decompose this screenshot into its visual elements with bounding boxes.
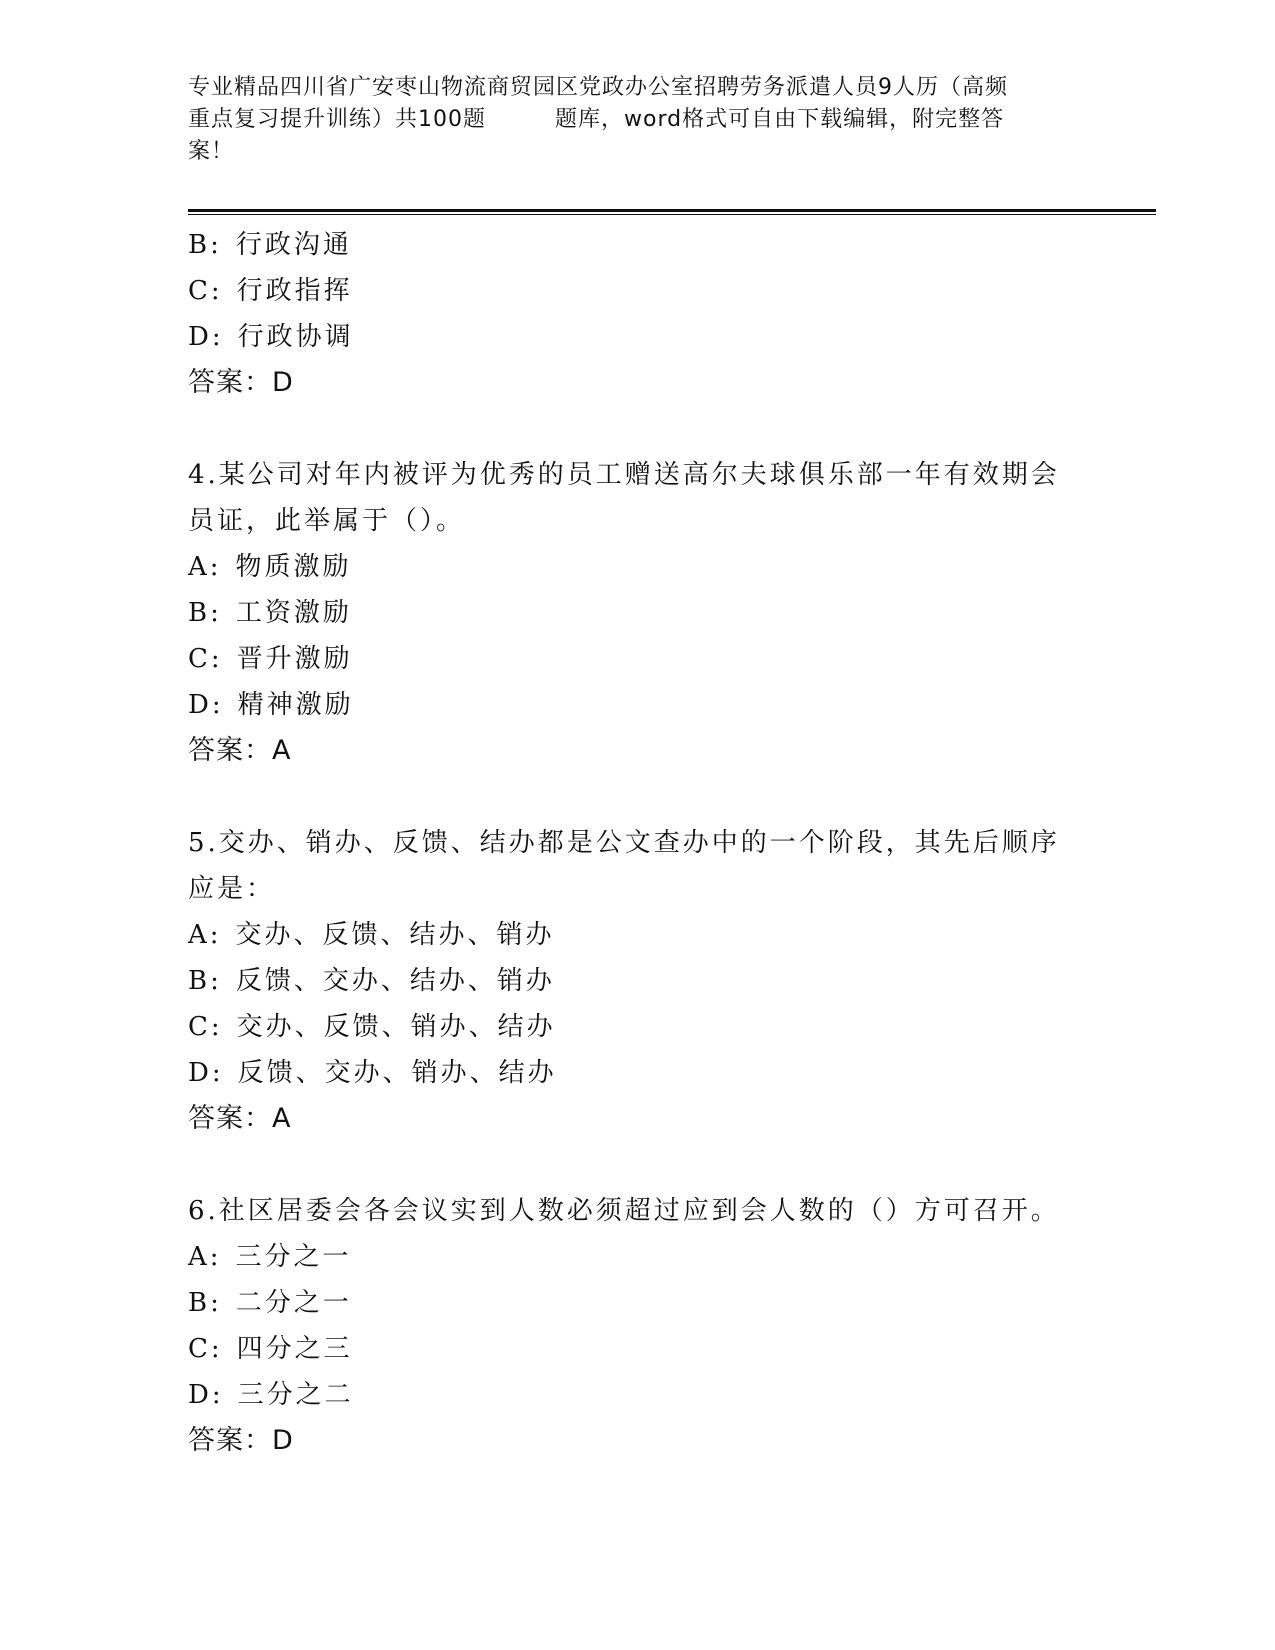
option-c	[188, 1326, 1088, 1372]
option-b	[188, 222, 1088, 268]
option-a	[188, 544, 1088, 590]
option-b	[188, 1280, 1088, 1326]
answer-line: 答案：D	[188, 367, 294, 398]
option-text: 工资激励	[235, 598, 352, 628]
option-b	[188, 590, 1088, 636]
option-letter: C:	[188, 644, 223, 674]
question-6	[188, 1188, 1088, 1464]
header-line: 案！	[188, 139, 235, 164]
header-divider-thick	[188, 209, 1156, 212]
option-letter: B:	[188, 1288, 222, 1318]
header-line: 专业精品四川省广安枣山物流商贸园区党政办公室招聘劳务派遣人员9人历（高频	[188, 75, 1008, 100]
option-letter: D:	[188, 1058, 224, 1088]
spacer	[188, 406, 1088, 452]
question-5	[188, 820, 1088, 1142]
option-letter: B:	[188, 230, 222, 260]
option-d	[188, 1372, 1088, 1418]
option-letter: A:	[188, 552, 222, 582]
option-text: 三分之二	[237, 1380, 354, 1410]
question-4	[188, 452, 1088, 774]
option-letter: B:	[188, 966, 222, 996]
option-text: 四分之三	[236, 1334, 353, 1364]
option-a	[188, 1234, 1088, 1280]
question-text: 应是：	[188, 874, 276, 904]
option-text: 精神激励	[237, 690, 354, 720]
option-text: 晋升激励	[236, 644, 353, 674]
option-a	[188, 912, 1088, 958]
option-text: 三分之一	[235, 1242, 352, 1272]
option-text: 行政沟通	[235, 230, 352, 260]
option-text: 行政指挥	[236, 276, 353, 306]
option-text: 物质激励	[235, 552, 352, 582]
answer-line: 答案：D	[188, 1425, 294, 1456]
option-text: 二分之一	[235, 1288, 352, 1318]
option-letter: D:	[188, 1380, 224, 1410]
option-d	[188, 314, 1088, 360]
question-text: 员证，此举属于（）。	[188, 506, 466, 536]
document-header	[188, 72, 1088, 168]
question-3	[188, 222, 1088, 406]
option-letter: C:	[188, 1012, 223, 1042]
option-c	[188, 636, 1088, 682]
option-text: 交办、反馈、销办、结办	[236, 1012, 556, 1042]
option-c	[188, 1004, 1088, 1050]
question-text: 5.交办、销办、反馈、结办都是公文查办中的一个阶段，其先后顺序	[188, 828, 1060, 858]
option-d	[188, 1050, 1088, 1096]
header-line: 重点复习提升训练）共100题 题库，word格式可自由下载编辑，附完整答	[188, 107, 1005, 132]
option-letter: D:	[188, 690, 224, 720]
option-letter: A:	[188, 920, 222, 950]
option-letter: D:	[188, 322, 224, 352]
spacer	[188, 774, 1088, 820]
question-text: 4.某公司对年内被评为优秀的员工赠送高尔夫球俱乐部一年有效期会	[188, 460, 1060, 490]
header-divider-thin	[188, 214, 1156, 215]
option-letter: C:	[188, 1334, 223, 1364]
spacer	[188, 1142, 1088, 1188]
answer-line: 答案：A	[188, 735, 292, 766]
option-text: 反馈、交办、销办、结办	[237, 1058, 557, 1088]
option-d	[188, 682, 1088, 728]
question-list	[188, 222, 1088, 1464]
option-letter: A:	[188, 1242, 222, 1272]
option-letter: C:	[188, 276, 223, 306]
option-text: 行政协调	[237, 322, 354, 352]
option-c	[188, 268, 1088, 314]
option-letter: B:	[188, 598, 222, 628]
answer-line: 答案：A	[188, 1103, 292, 1134]
option-b	[188, 958, 1088, 1004]
option-text: 反馈、交办、结办、销办	[235, 966, 555, 996]
question-text: 6.社区居委会各会议实到人数必须超过应到会人数的（）方可召开。	[188, 1196, 1060, 1226]
option-text: 交办、反馈、结办、销办	[235, 920, 555, 950]
